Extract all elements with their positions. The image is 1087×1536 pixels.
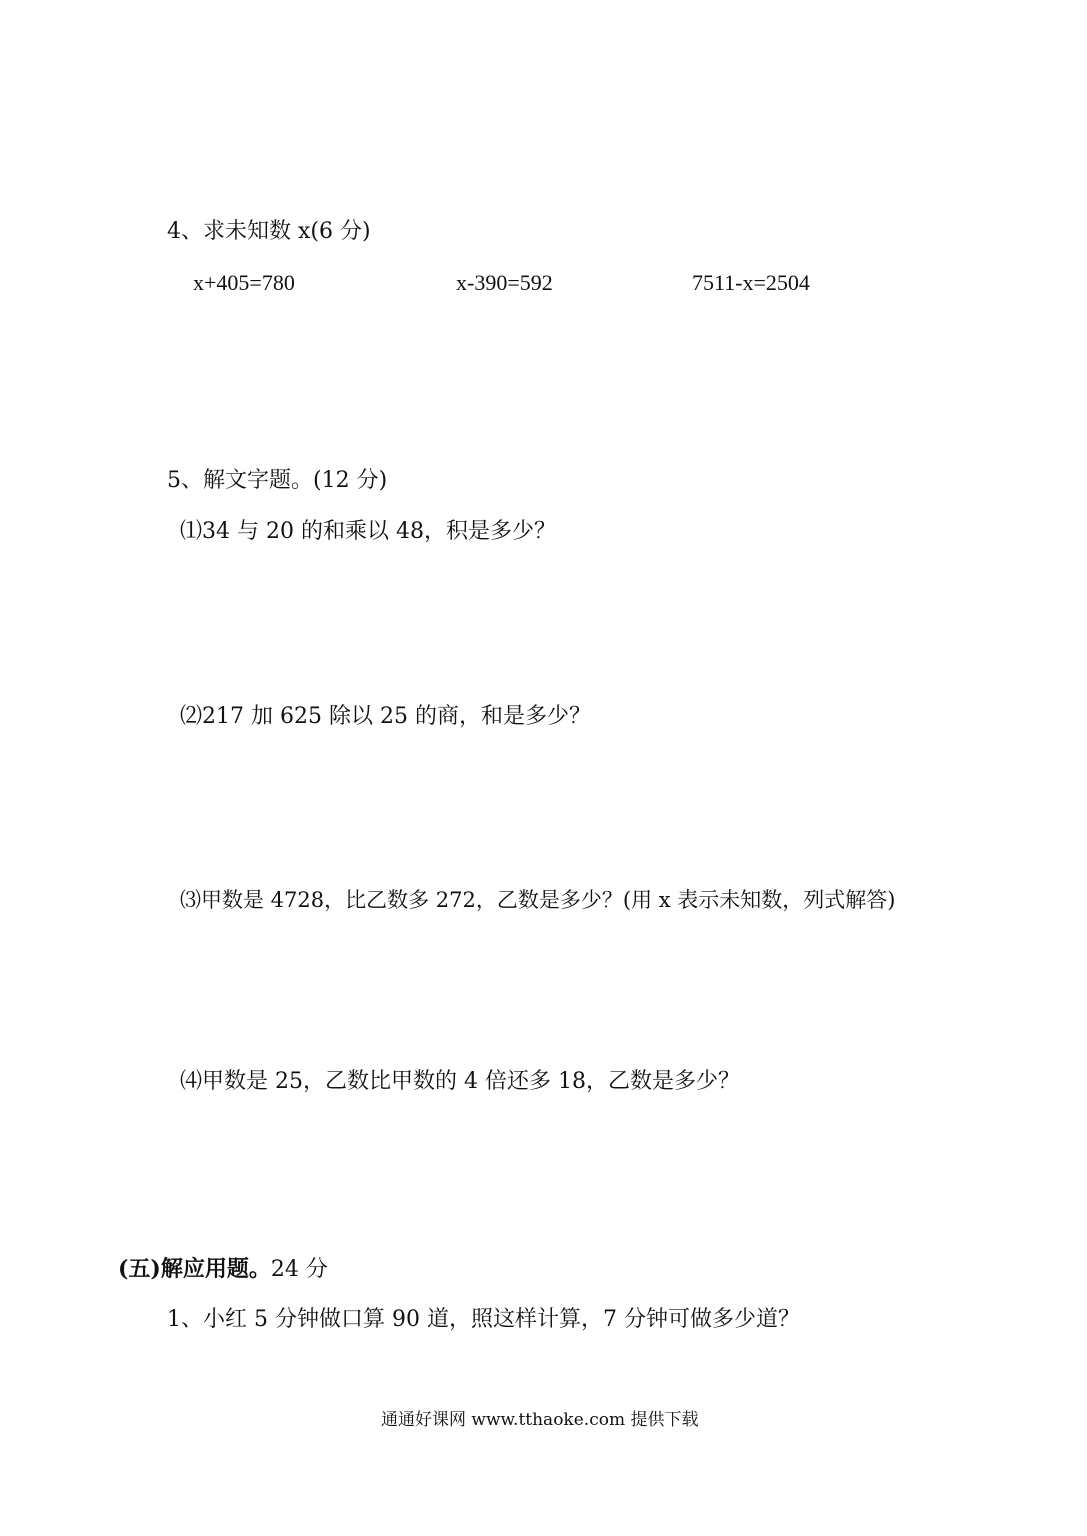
q5-item-2: ⑵217 加 625 除以 25 的商，和是多少？ [180,704,591,729]
section-5-heading [118,1254,328,1285]
section-5-q1: 1、小红 5 分钟做口算 90 道，照这样计算，7 分钟可做多少道？ [167,1307,800,1332]
equation-3: 7511-x=2504 [692,270,810,295]
q4-title: 4、求未知数 x(6 分) [167,219,371,244]
q5-title: 5、解文字题。(12 分) [167,468,388,493]
equation-2: x-390=592 [456,270,553,295]
q5-item-3: ⑶甲数是 4728，比乙数多 272，乙数是多少？(用 x 表示未知数，列式解答) [180,888,896,912]
section-5-points: 24 分 [270,1257,328,1282]
equation-1: x+405=780 [193,270,295,295]
page-footer: 通通好课网 www.tthaoke.com 提供下载 [381,1410,699,1430]
q5-item-4: ⑷甲数是 25，乙数比甲数的 4 倍还多 18，乙数是多少？ [180,1069,740,1094]
section-5-title: (五)解应用题。 [118,1256,271,1282]
q5-item-1: ⑴34 与 20 的和乘以 48，积是多少？ [180,519,556,544]
